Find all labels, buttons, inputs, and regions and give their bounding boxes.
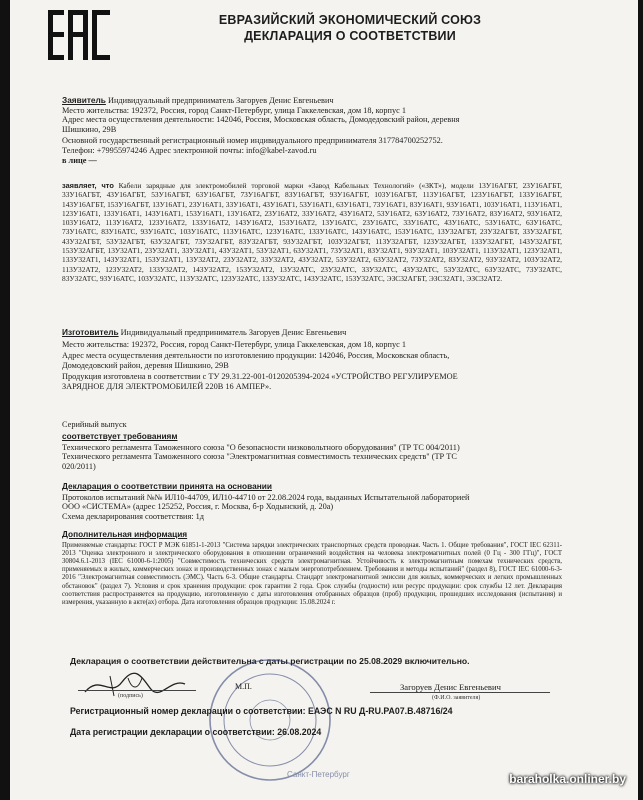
signer-line	[370, 692, 550, 693]
signature-line	[78, 690, 196, 691]
requirements-label: соответствует требованиям	[62, 431, 178, 441]
additional-text: Применяемые стандарты: ГОСТ Р МЭК 61851-1-2013 "Система зарядки электрических транспортных средств проводная. Часть 1. Общие требования", ГОСТ IEC 62311-2013 "Оценка электронного и электрического оборудования в отношении ограничений воздействия на человека электромагнитных полей (0 Гц - 300 ГГц)", ГОСТ 30804.6.1-2013 (IEC 61000-6-1:2005) "Совместимость технических средств электромагнитная. Устойчивость к электромагнитным помехам технических средств, применяемых в жилых, коммерческих зонах и производственных зонах с малым энергопотреблением. Требования и методы испытаний" (раздел 8), ГОСТ IEC 61000-6-3-2016 "Электромагнитная совместимость (ЭМС). Часть 6-3. Общие стандарты. Стандарт электромагнитной эмиссии для жилых, коммерческих и легких промышленных обстановок" (раздел 7). Условия и срок хранения продукции: срок гарантии 2 года. Срок службы (годности) или ресурс продукции: срок службы 12 лет. Декларация соответствия распространяется на продукцию, изготовленную с даты изготовления отобранных образцов (проб) продукции, прошедших исследования (испытания) и измерения, указанную в акте(ах) отбора. Дата изготовления образцов продукции: 15.08.2024 г.	[62, 541, 562, 607]
basis-protocols: Протоколов испытаний №№ ИЛ10-44709, ИЛ10-44710 от 22.08.2024 года, выданных Испытательной лабораторией	[62, 492, 470, 502]
manufacturer-section	[62, 328, 562, 392]
document-header	[160, 12, 540, 44]
stamp-place: М.П.	[235, 682, 252, 691]
declares-label: заявляет, что	[62, 181, 114, 190]
registration-date-label: Дата регистрации декларации о соответствии:	[70, 727, 275, 737]
registration-date-line	[70, 727, 321, 737]
declaration-document	[10, 0, 638, 800]
header-title: ДЕКЛАРАЦИЯ О СООТВЕТСТВИИ	[244, 29, 456, 43]
declaration-products	[62, 181, 562, 283]
registration-date: 26.08.2024	[274, 727, 322, 737]
manufacturer-product-2: ЗАРЯДНОЕ ДЛЯ ЭЛЕКТРОМОБИЛЕЙ 220В 16 АМПЕР».	[62, 381, 272, 391]
additional-label: Дополнительная информация	[62, 529, 188, 539]
eac-logo	[48, 10, 110, 60]
registration-number-line	[70, 706, 453, 716]
basis-laboratory: ООО «СИСТЕМА» (адрес 125252, Россия, г. Москва, б-р Ходынский, д. 20а)	[62, 502, 334, 512]
basis-label: Декларация о соответствии принята на основании	[62, 481, 272, 491]
additional-section	[62, 530, 562, 607]
stamp-city: Санкт-Петербург	[287, 770, 350, 779]
applicant-label: Заявитель	[62, 95, 106, 105]
applicant-name: Индивидуальный предприниматель Загоруев Денис Евгеньевич	[105, 96, 334, 105]
basis-section	[62, 482, 562, 521]
registration-number: ЕАЭС N RU Д-RU.РА07.В.48716/24	[305, 706, 453, 716]
signer-name: Загоруев Денис Евгеньевич	[400, 682, 501, 692]
serial-release: Серийный выпуск	[62, 420, 127, 429]
applicant-address-2: Шишкино, 29В	[62, 124, 117, 134]
signer-caption: (Ф.И.О. заявителя)	[432, 695, 481, 701]
requirements-section	[62, 432, 562, 471]
signature-row	[70, 668, 590, 708]
site-watermark: baraholka.onliner.by	[509, 772, 626, 786]
signature-caption: (подпись)	[118, 693, 143, 699]
applicant-person: в лице —	[62, 155, 97, 165]
requirement-tr-ts-004: Технического регламента Таможенного союза "О безопасности низковольтного оборудования" (ТР ТС 004/2011)	[62, 442, 460, 452]
manufacturer-product-1: Продукция изготовлена в соответствии с ТУ 29.31.22-001-0120205394-2024 «УСТРОЙСТВО РЕГУЛИРУЕМОЕ	[62, 372, 458, 382]
registration-number-label: Регистрационный номер декларации о соответствии:	[70, 706, 306, 716]
manufacturer-residence: Место жительства: 192372, Россия, город Санкт-Петербург, улица Гаккелевская, дом 18, корпус 1	[62, 339, 407, 349]
manufacturer-address-1: Адрес места осуществления деятельности по изготовлению продукции: 142046, Россия, Московская область,	[62, 351, 450, 361]
requirement-tr-ts-020-cont: 020/2011)	[62, 461, 96, 471]
serial-section	[62, 420, 562, 430]
manufacturer-label: Изготовитель	[62, 327, 119, 337]
basis-scheme: Схема декларирования соответствия: 1д	[62, 511, 205, 521]
header-union: ЕВРАЗИЙСКИЙ ЭКОНОМИЧЕСКИЙ СОЮЗ	[218, 13, 482, 27]
manufacturer-address-2: Домодедовский район, деревня Шишкино, 29В	[62, 360, 229, 370]
applicant-residence: Место жительства: 192372, Россия, город Санкт-Петербург, улица Гаккелевская, дом 18, корпус 1	[62, 105, 407, 115]
manufacturer-name: Индивидуальный предприниматель Загоруев Денис Евгеньевич	[118, 328, 347, 337]
validity-statement: Декларация о соответствии действительна с даты регистрации по 25.08.2029 включительно.	[70, 656, 470, 666]
requirement-tr-ts-020: Технического регламента Таможенного союза "Электромагнитная совместимость технических средств" (ТР ТС	[62, 452, 457, 462]
applicant-section	[62, 96, 562, 165]
products-list: Кабели зарядные для электромобилей торговой марки «Завод Кабельных Технологий» («ЗКТ»), модели 13У16АГБТ, 23У16АГБТ, 33У16АГБТ, 43У16АГБТ, 53У16АГБТ, 63У16АГБТ, 73У16АГБТ, 83У16АГБТ, 93У16АГБТ, 103У16АГБТ, 113У16АГБТ, 123У16АГБТ, 133У16АГБТ, 143У16АГБТ, 153У16АГБТ, 13У16АТ1, 23У16АТ1, 33У16АТ1, 43У16АТ1, 53У16АТ1, 63У16АТ1, 73У16АТ1, 83У16АТ1, 93У16АТ1, 103У16АТ1, 113У16АТ1, 123У16АТ1, 133У16АТ1, 143У16АТ1, 153У16АТ1, 13У16АТ2, 23У16АТ2, 33У16АТ2, 43У16АТ2, 53У16АТ2, 63У16АТ2, 73У16АТ2, 83У16АТ2, 93У16АТ2, 103У16АТ2, 113У16АТ2, 123У16АТ2, 133У16АТ2, 143У16АТ2, 153У16АТ2, 13У16АТС, 23У16АТС, 33У16АТС, 43У16АТС, 53У16АТС, 63У16АТС, 73У16АТС, 83У16АТС, 93У16АТС, 103У16АТС, 113У16АТС, 123У16АТС, 133У16АТС, 143У16АТС, 153У16АТС, 13У32АГБТ, 23У32АГБТ, 33У32АГБТ, 43У32АГБТ, 53У32АГБТ, 63У32АГБТ, 73У32АГБТ, 83У32АГБТ, 93У32АГБТ, 103У32АГБТ, 113У32АГБТ, 123У32АГБТ, 133У32АГБТ, 143У32АГБТ, 153У32АГБТ, 13У32АТ1, 23У32АТ1, 33У32АТ1, 43У32АТ1, 53У32АТ1, 63У32АТ1, 73У32АТ1, 83У32АТ1, 93У32АТ1, 103У32АТ1, 113У32АТ1, 123У32АТ1, 133У32АТ1, 143У32АТ1, 153У32АТ1, 13У32АТ2, 23У32АТ2, 33У32АТ2, 43У32АТ2, 53У32АТ2, 63У32АТ2, 73У32АТ2, 83У32АТ2, 93У32АТ2, 103У32АТ2, 113У32АТ2, 123У32АТ2, 133У32АТ2, 143У32АТ2, 153У32АТ2, 13У32АТС, 23У32АТС, 33У32АТС, 43У32АТС, 53У32АТС, 63У32АТС, 73У32АТС, 83У32АТС, 93У16АТС, 103У32АТС, 113У32АТС, 123У32АТС, 133У32АТС, 143У32АТС, 153У32АТС, ЭЗС32АГБТ, ЭЗС32АТ1, ЭЗС32АТ2.	[62, 181, 562, 283]
applicant-contacts: Телефон: +79955974246 Адрес электронной почты: info@kabel-zavod.ru	[62, 145, 317, 155]
applicant-ogrn: Основной государственный регистрационный номер индивидуального предпринимателя 317784700252752.	[62, 136, 443, 146]
applicant-address-1: Адрес места осуществления деятельности: 142046, Россия, Московская область, Домодедовский район, деревня	[62, 115, 460, 125]
